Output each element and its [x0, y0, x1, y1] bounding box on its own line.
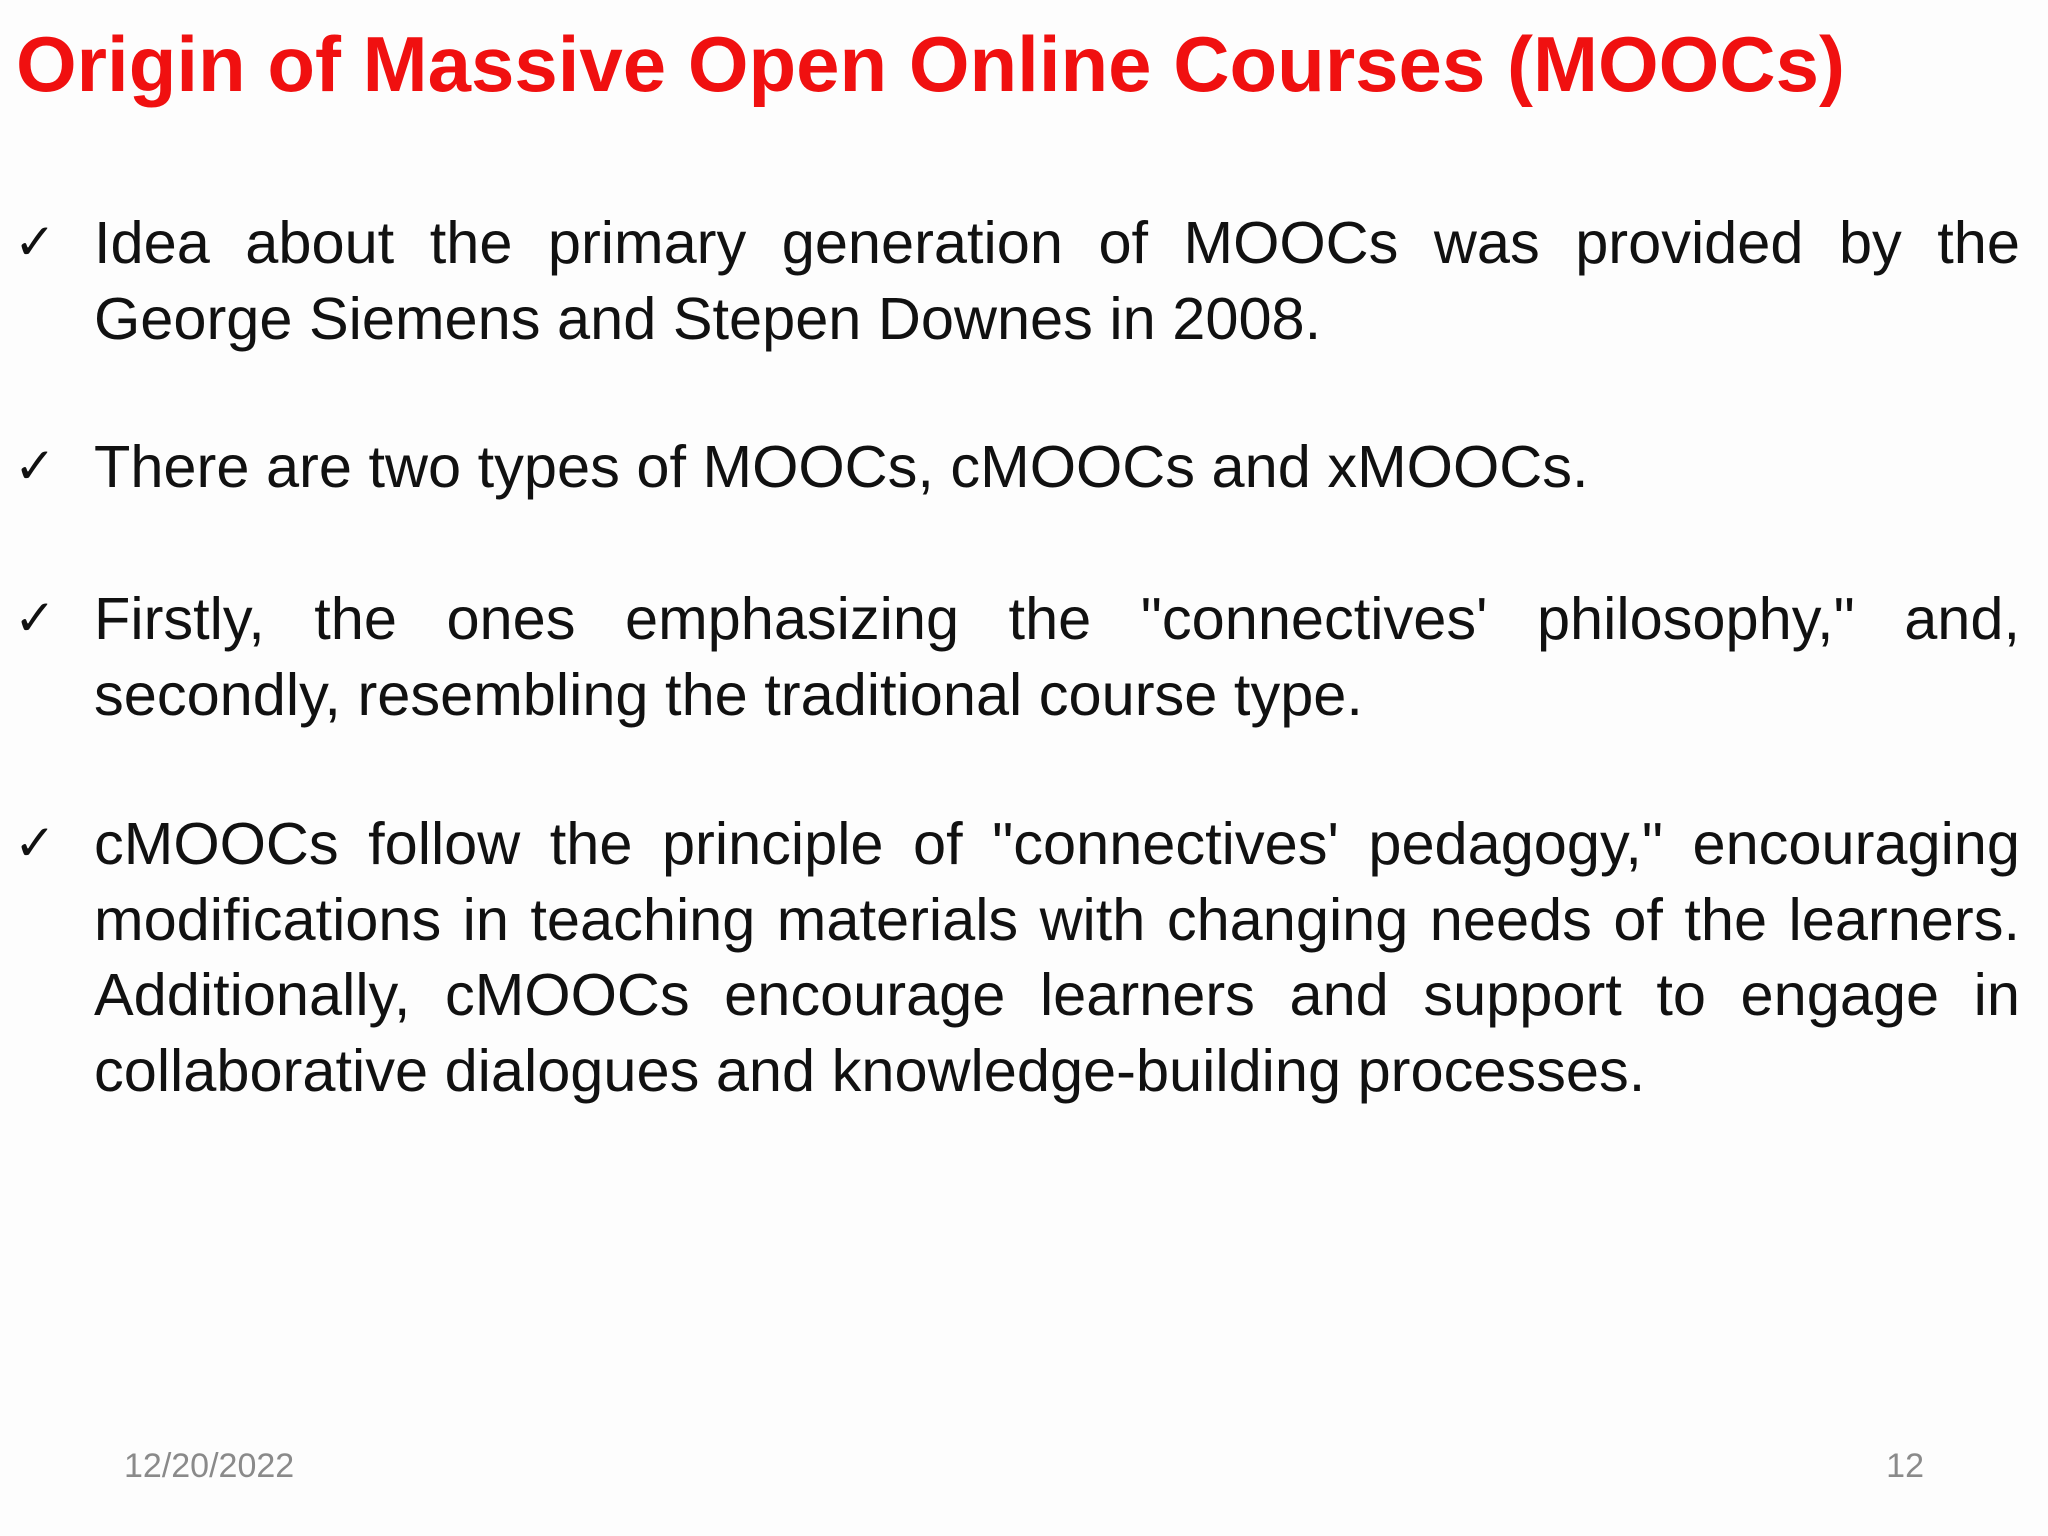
footer-page-number: 12: [1886, 1447, 1924, 1485]
checkmark-icon: ✓: [14, 437, 56, 495]
checkmark-icon: ✓: [14, 814, 56, 872]
bullet-text: cMOOCs follow the principle of "connectives' pedagogy," encouraging modifications in teaching materials with changing needs of the learners. Additionally, cMOOCs encourage learners and support to engage in collaborative dialogues and knowledge-building processes.: [94, 810, 2020, 1104]
footer-date: 12/20/2022: [124, 1447, 295, 1485]
checkmark-icon: ✓: [14, 213, 56, 271]
checkmark-icon: ✓: [14, 589, 56, 647]
bullet-text: Idea about the primary generation of MOOCs was provided by the George Siemens and Stepen Downes in 2008.: [94, 209, 2020, 352]
slide-title: Origin of Massive Open Online Courses (MOOCs): [16, 20, 1845, 108]
bullet-text: There are two types of MOOCs, cMOOCs and xMOOCs.: [94, 433, 1589, 500]
bullet-text: Firstly, the ones emphasizing the "connectives' philosophy," and, secondly, resembling the traditional course type.: [94, 585, 2020, 728]
